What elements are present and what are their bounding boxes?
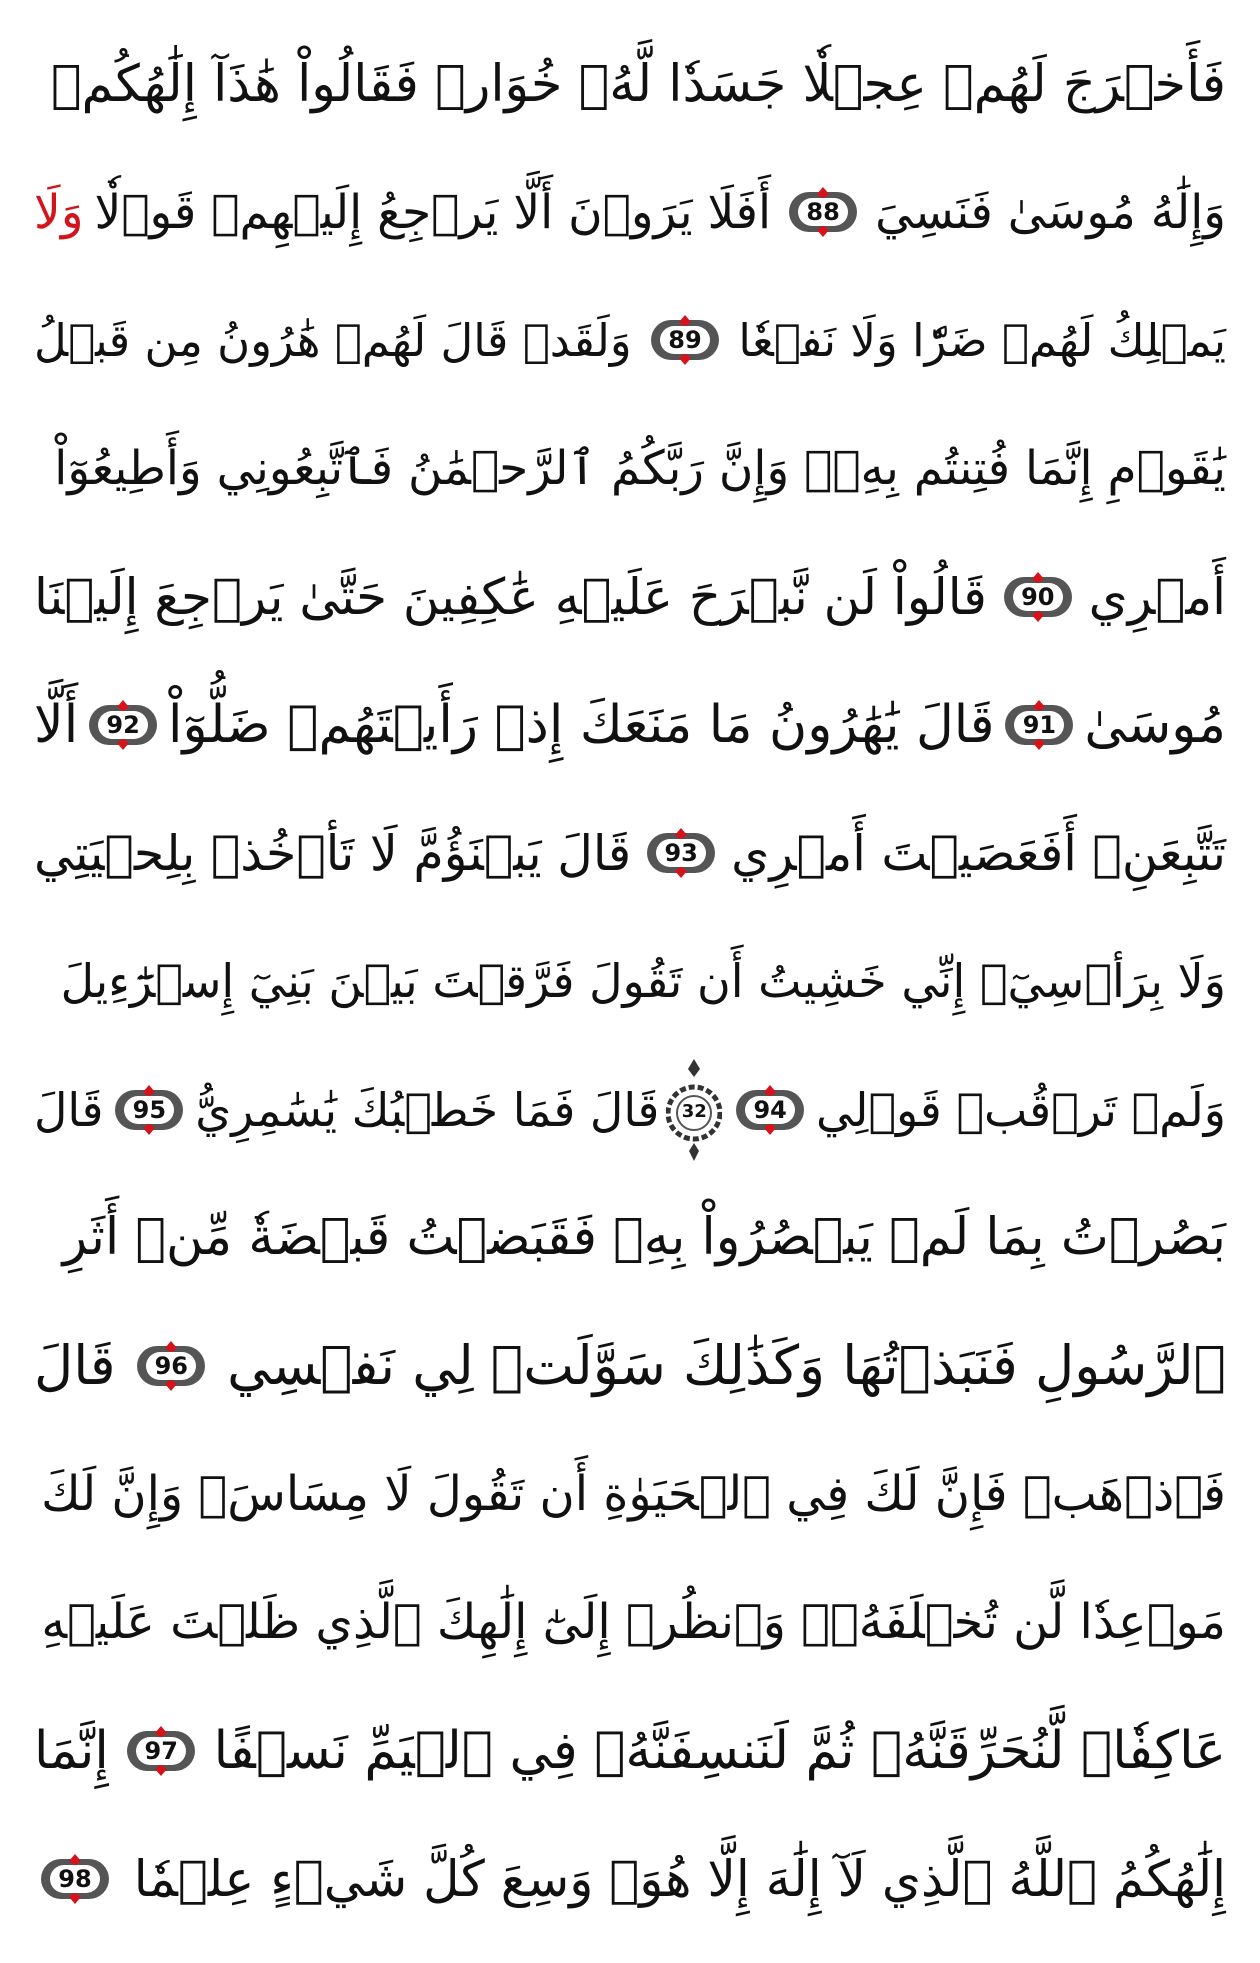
verse-number-marker — [644, 828, 718, 878]
verse-number-marker — [124, 1726, 198, 1776]
quran-page — [30, 20, 1230, 1943]
text-line — [30, 276, 1230, 404]
verse-number-marker — [38, 1854, 112, 1904]
verse-number-marker — [648, 315, 722, 365]
verse-text: وَلَا بِرَأۡسِيٓۖ إِنِّي خَشِيتُ أَن تَقُولَ فَرَّقۡتَ بَيۡنَ بَنِيٓ إِسۡرَٰٓءِيلَ — [60, 954, 1226, 1009]
verse-text: قَالَ فَمَا خَطۡبُكَ يَٰسَٰمِرِيُّ — [195, 1082, 660, 1137]
verse-number: 89 — [662, 326, 707, 354]
verse-text: قَالَ — [34, 1333, 116, 1397]
verse-number: 96 — [149, 1352, 194, 1380]
text-line — [30, 1558, 1230, 1686]
text-line — [30, 1686, 1230, 1814]
verse-number: 94 — [747, 1096, 792, 1124]
verse-text: وَإِلَٰهُ مُوسَىٰ فَنَسِيَ — [875, 184, 1226, 240]
verse-text: فَأَخۡرَجَ لَهُمۡ عِجۡلٗا جَسَدٗا لَّهُۥ خُوَارٞ فَقَالُواْ هَٰذَآ إِلَٰهُكُمۡ — [50, 54, 1226, 114]
verse-number: 91 — [1017, 711, 1062, 739]
verse-text: أَلَّا — [34, 695, 79, 756]
verse-number: 90 — [1015, 583, 1060, 611]
verse-text: بَصُرۡتُ بِمَا لَمۡ يَبۡصُرُواْ بِهِۦ فَقَبَضۡتُ قَبۡضَةٗ مِّنۡ أَثَرِ — [62, 1208, 1226, 1268]
verse-text: قَالَ يَٰهَٰرُونُ مَا مَنَعَكَ إِذۡ رَأَيۡتَهُمۡ ضَلُّوٓاْ — [168, 695, 995, 756]
text-line — [30, 1046, 1230, 1174]
verse-text: مَوۡعِدٗا لَّن تُخۡلَفَهُۥۖ وَٱنظُرۡ إِلَىٰٓ إِلَٰهِكَ ٱلَّذِي ظَلۡتَ عَلَيۡهِ — [41, 1594, 1226, 1651]
verse-number: 95 — [127, 1096, 172, 1124]
hizb-marker — [666, 1055, 722, 1165]
text-line — [30, 1815, 1230, 1943]
verse-number-marker — [112, 1085, 186, 1135]
verse-number-marker — [733, 1085, 807, 1135]
verse-text: إِلَٰهُكُمُ ٱللَّهُ ٱلَّذِي لَآ إِلَٰهَ إِلَّا هُوَۚ وَسِعَ كُلَّ شَيۡءٍ عِلۡمٗا — [133, 1849, 1226, 1908]
verse-text: وَلَمۡ تَرۡقُبۡ قَوۡلِي — [816, 1082, 1226, 1137]
text-line — [30, 789, 1230, 917]
text-line — [30, 917, 1230, 1045]
verse-number: 93 — [658, 839, 703, 867]
verse-number-marker — [134, 1341, 208, 1391]
verse-text: مُوسَىٰ — [1084, 695, 1226, 756]
text-line — [30, 1174, 1230, 1302]
verse-text: يَٰقَوۡمِ إِنَّمَا فُتِنتُم بِهِۦۖ وَإِنَّ رَبَّكُمُ ٱلرَّحۡمَٰنُ فَٱتَّبِعُونِي وَأَطِيعُوٓاْ — [54, 441, 1226, 497]
verse-number: 97 — [139, 1737, 184, 1765]
verse-text-highlighted: وَلَا — [34, 184, 84, 240]
verse-number: 92 — [100, 711, 145, 739]
verse-text: تَتَّبِعَنِۖ أَفَعَصَيۡتَ أَمۡرِي — [731, 824, 1226, 882]
text-line — [30, 1430, 1230, 1558]
text-line — [30, 1302, 1230, 1430]
text-line — [30, 20, 1230, 148]
verse-text: عَاكِفٗاۖ لَّنُحَرِّقَنَّهُۥ ثُمَّ لَنَنسِفَنَّهُۥ فِي ٱلۡيَمِّ نَسۡفًا — [213, 1720, 1226, 1781]
verse-number: 98 — [52, 1865, 97, 1893]
verse-text: أَفَلَا يَرَوۡنَ أَلَّا يَرۡجِعُ إِلَيۡهِمۡ قَوۡلٗا — [94, 184, 772, 240]
verse-text: قَالَ — [34, 1082, 104, 1137]
verse-number-marker — [786, 187, 860, 237]
verse-text: وَلَقَدۡ قَالَ لَهُمۡ هَٰرُونُ مِن قَبۡلُ — [34, 313, 632, 367]
verse-text: أَمۡرِي — [1088, 567, 1226, 626]
verse-number-marker — [1001, 572, 1075, 622]
verse-text: قَالُواْ لَن نَّبۡرَحَ عَلَيۡهِ عَٰكِفِينَ حَتَّىٰ يَرۡجِعَ إِلَيۡنَا — [34, 567, 987, 626]
hizb-number: 32 — [681, 1101, 707, 1123]
verse-number-marker — [1002, 700, 1076, 750]
text-line — [30, 148, 1230, 276]
text-line — [30, 533, 1230, 661]
verse-text: يَمۡلِكُ لَهُمۡ ضَرّٗا وَلَا نَفۡعٗا — [738, 313, 1226, 367]
verse-text: ٱلرَّسُولِ فَنَبَذۡتُهَا وَكَذَٰلِكَ سَوَّلَتۡ لِي نَفۡسِي — [227, 1333, 1226, 1397]
text-line — [30, 405, 1230, 533]
verse-number-marker — [86, 700, 160, 750]
verse-text: فَٱذۡهَبۡ فَإِنَّ لَكَ فِي ٱلۡحَيَوٰةِ أَن تَقُولَ لَا مِسَاسَۖ وَإِنَّ لَكَ — [41, 1466, 1226, 1523]
text-line — [30, 661, 1230, 789]
verse-number: 88 — [800, 198, 845, 226]
verse-text: إِنَّمَا — [34, 1720, 109, 1781]
verse-text: قَالَ يَبۡنَؤُمَّ لَا تَأۡخُذۡ بِلِحۡيَتِي — [34, 824, 632, 882]
